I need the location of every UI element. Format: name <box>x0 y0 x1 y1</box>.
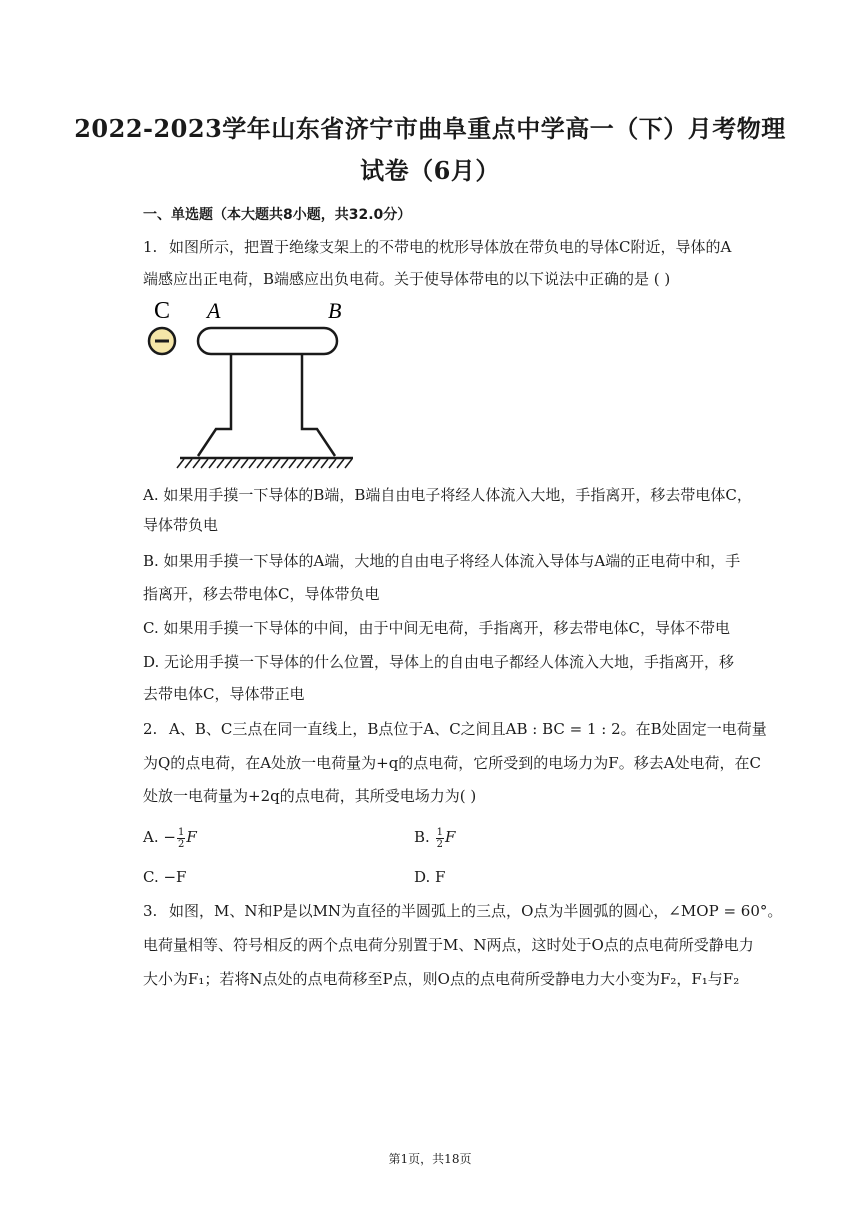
q2-option-b: B. $\frac{1}{2}$ F <box>414 826 456 850</box>
q2-option-c: C. −F <box>143 868 187 886</box>
pillow-conductor <box>198 328 337 354</box>
question-2-line3: 处放一电荷量为+2q的点电荷，其所受电场力为( ) <box>143 787 477 805</box>
question-3-line1: 3. 如图，M、N和P是以MN为直径的半圆弧上的三点，O点为半圆弧的圆心，∠MOP = 60°。 <box>143 902 783 920</box>
right-support <box>302 354 335 456</box>
q1-option-c: C. 如果用手摸一下导体的中间，由于中间无电荷，手指离开，移去带电体C，导体不带电 <box>143 619 730 637</box>
question-3-line2: 电荷量相等、符号相反的两个点电荷分别置于M、N两点，这时处于O点的点电荷所受静电力 <box>143 936 754 954</box>
label-b: B <box>328 298 342 323</box>
question-2-number: 2. <box>143 720 158 738</box>
q1-option-d-line2: 去带电体C，导体带正电 <box>143 685 305 703</box>
question-1-line2: 端感应出正电荷，B端感应出负电荷。关于使导体带电的以下说法中正确的是 ( ) <box>143 270 671 288</box>
q1-option-b-line1: B. 如果用手摸一下导体的A端，大地的自由电子将经人体流入导体与A端的正电荷中和，手 <box>143 552 741 570</box>
question-1-number: 1. <box>143 238 158 256</box>
page-footer: 第1页，共18页 <box>388 1152 472 1166</box>
label-c: C <box>154 298 171 324</box>
q2-option-d: D. F <box>414 868 446 886</box>
q1-option-d-line1: D. 无论用手摸一下导体的什么位置，导体上的自由电子都经人体流入大地，手指离开，移 <box>143 653 735 671</box>
pillow-conductor-figure <box>140 296 360 471</box>
section-heading: 一、单选题（本大题共8小题，共32.0分） <box>143 207 412 223</box>
label-a: A <box>207 298 221 323</box>
exam-title-line2: 试卷（6月） <box>360 156 500 185</box>
q1-option-a-line1: A. 如果用手摸一下导体的B端，B端自由电子将经人体流入大地，手指离开，移去带电体C， <box>143 486 752 504</box>
question-2-line2: 为Q的点电荷，在A处放一电荷量为+q的点电荷，它所受到的电场力为F。移去A处电荷，在C <box>143 754 762 772</box>
q1-option-a-line2: 导体带负电 <box>143 516 219 534</box>
question-3-number: 3. <box>143 902 158 920</box>
q1-option-b-line2: 指离开，移去带电体C，导体带负电 <box>143 585 380 603</box>
left-support <box>198 354 231 456</box>
q2-option-a: A. − $\frac{1}{2}$ F <box>143 826 197 850</box>
ground-hatching <box>177 459 352 468</box>
negative-charge-icon <box>149 328 175 354</box>
exam-title-line1: 2022-2023学年山东省济宁市曲阜重点中学高一（下）月考物理 <box>74 114 786 143</box>
question-3-line3: 大小为F₁；若将N点处的点电荷移至P点，则O点的点电荷所受静电力大小变为F₂，F₁与F₂ <box>143 970 740 988</box>
question-1-line1: 1. 如图所示，把置于绝缘支架上的不带电的枕形导体放在带负电的导体C附近，导体的A <box>143 238 732 256</box>
question-2-line1: 2. A、B、C三点在同一直线上，B点位于A、C之间且AB : BC = 1 : 2。在B处固定一电荷量 <box>143 720 767 738</box>
